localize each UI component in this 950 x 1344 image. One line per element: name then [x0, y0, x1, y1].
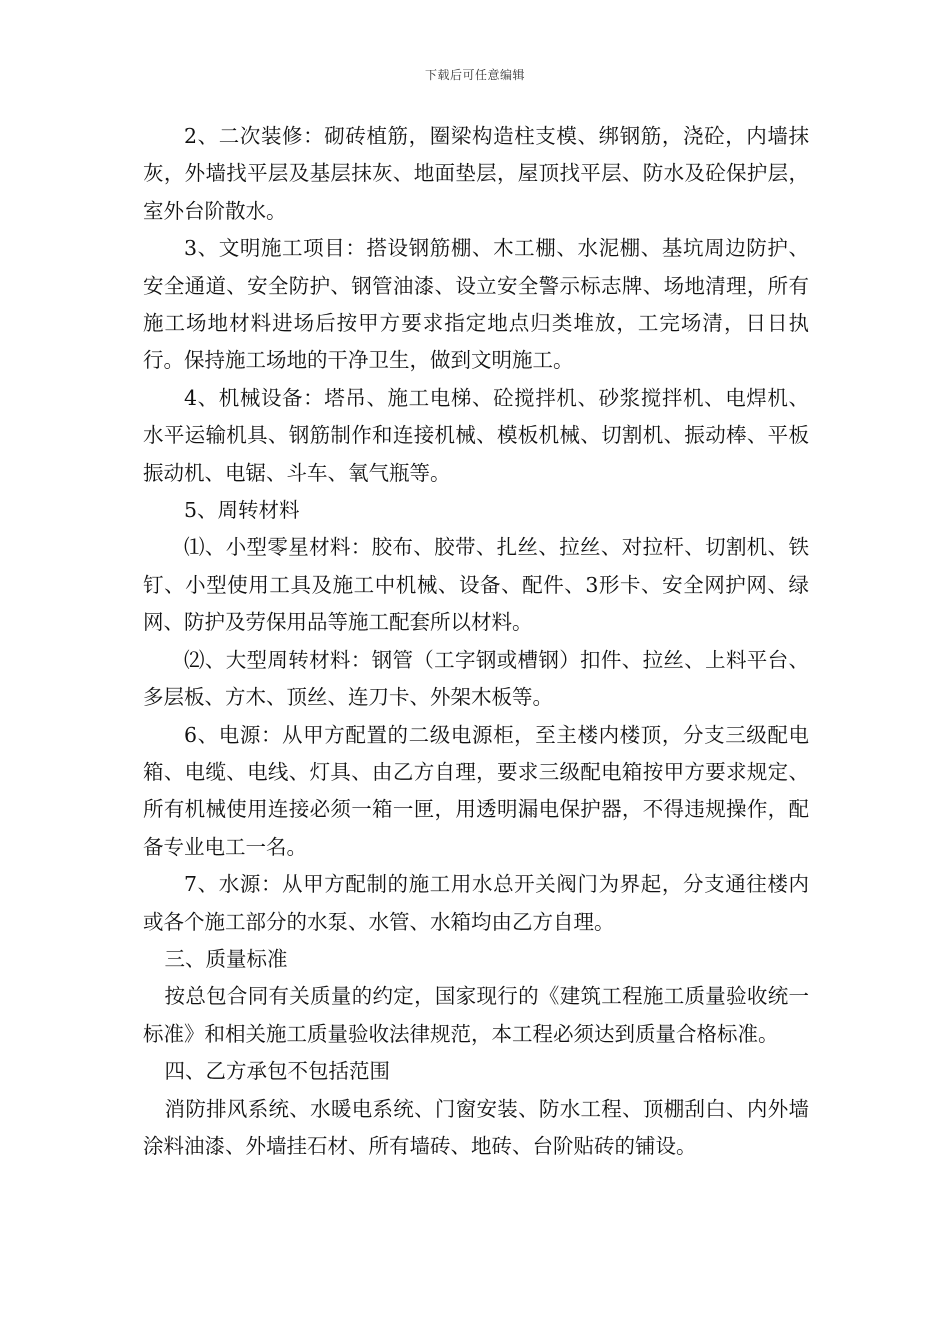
paragraph-large-materials: ⑵、大型周转材料：钢管（工字钢或槽钢）扣件、拉丝、上料平台、多层板、方木、顶丝、连刀卡、外架木板等。: [143, 647, 809, 710]
paragraph-water-supply: 7、水源：从甲方配制的施工用水总开关阀门为界起，分支通往楼内或各个施工部分的水泵、水管、水箱均由乙方自理。: [143, 872, 809, 934]
page-header: 下载后可任意编辑: [424, 68, 525, 82]
paragraph-machinery-equipment: 4、机械设备：塔吊、施工电梯、砼搅拌机、砂浆搅拌机、电焊机、水平运输机具、钢筋制作和连接机械、模板机械、切割机、振动棒、平板振动机、电锯、斗车、氧气瓶等。: [143, 385, 809, 485]
paragraph-quality-standard: 按总包合同有关质量的约定，国家现行的《建筑工程施工质量验收统一标准》和相关施工质量验收法律规范，本工程必须达到质量合格标准。: [143, 984, 809, 1046]
paragraph-turnover-materials-heading: 5、周转材料: [184, 498, 300, 523]
document-body: [143, 118, 809, 1165]
paragraph-civilized-construction: 3、文明施工项目：搭设钢筋棚、木工棚、水泥棚、基坑周边防护、安全通道、安全防护、钢管油漆、设立安全警示标志牌、场地清理，所有施工场地材料进场后按甲方要求指定地点归类堆放，工完场清，日日执行。保持施工场地的干净卫生，做到文明施工。: [143, 236, 809, 373]
section-heading-quality-standard: 三、质量标准: [164, 946, 288, 971]
paragraph-secondary-decoration: 2、二次装修：砌砖植筋，圈梁构造柱支模、绑钢筋，浇砼，内墙抹灰，外墙找平层及基层抹灰、地面垫层，屋顶找平层、防水及砼保护层，室外台阶散水。: [143, 124, 809, 223]
paragraph-small-materials: ⑴、小型零星材料：胶布、胶带、扎丝、拉丝、对拉杆、切割机、铁钉、小型使用工具及施工中机械、设备、配件、3形卡、安全网护网、绿网、防护及劳保用品等施工配套所以材料。: [143, 535, 809, 635]
section-heading-exclusions: 四、乙方承包不包括范围: [164, 1059, 391, 1084]
paragraph-exclusions: 消防排风系统、水暖电系统、门窗安装、防水工程、顶棚刮白、内外墙涂料油漆、外墙挂石材、所有墙砖、地砖、台阶贴砖的铺设。: [143, 1096, 809, 1158]
paragraph-power-supply: 6、电源：从甲方配置的二级电源柜，至主楼内楼顶，分支三级配电箱、电缆、电线、灯具、由乙方自理，要求三级配电箱按甲方要求规定、所有机械使用连接必须一箱一匣，用透明漏电保护器，不得违规操作，配备专业电工一名。: [143, 722, 809, 859]
